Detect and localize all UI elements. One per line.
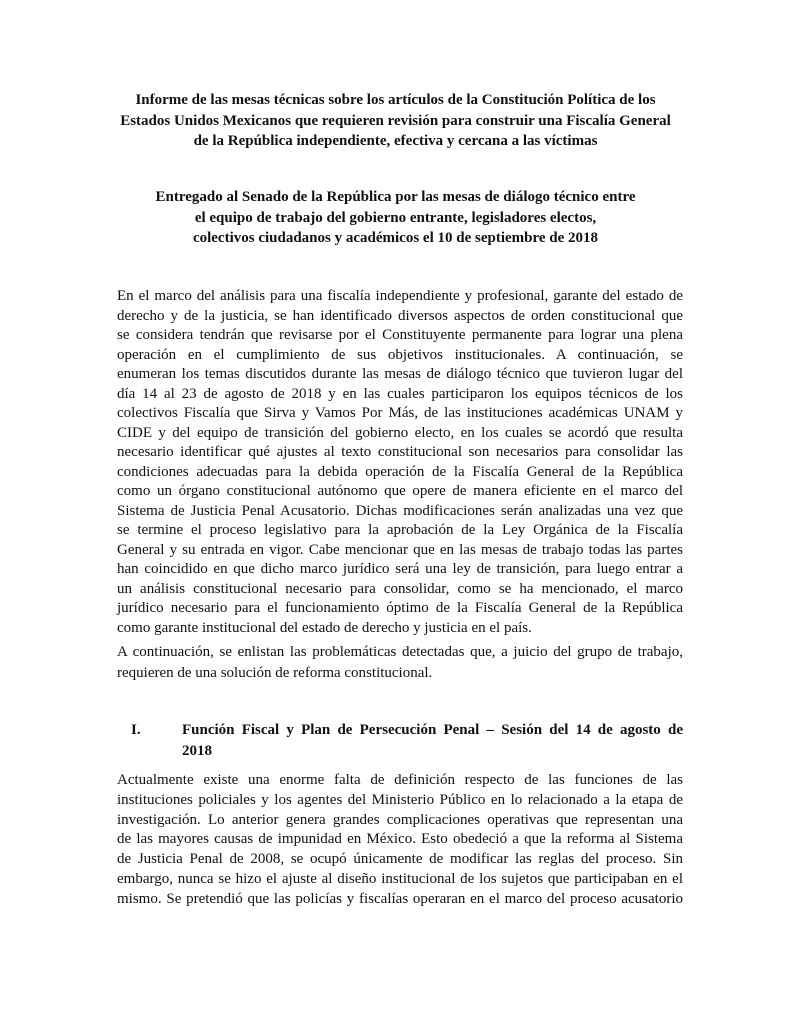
paragraph-line: jurídico necesario para el funcionamiento óptimo de la Fiscalía General de la República	[117, 600, 683, 616]
paragraph-line: operación en el cumplimiento de sus objetivos institucionales. A continuación, se	[117, 346, 683, 363]
paragraph-line: han coincidido en que dicho marco jurídico será una ley de transición, para luego entrar a	[117, 561, 683, 577]
paragraph-line: un análisis constitucional necesario para consolidar, como se ha mencionado, el marco	[117, 580, 683, 597]
paragraph-line: requieren de una solución de reforma constitucional.	[117, 664, 433, 681]
section-heading-line: 2018	[182, 743, 212, 759]
paragraph-line: colectivos Fiscalía que Sirva y Vamos Por Más, de las instituciones académicas UNAM y	[117, 405, 683, 421]
section-heading-line: Función Fiscal y Plan de Persecución Penal – Sesión del 14 de agosto de	[182, 722, 683, 738]
paragraph-line: En el marco del análisis para una fiscalía independiente y profesional, garante del estado de	[117, 288, 683, 304]
section-number: I.	[131, 722, 141, 738]
title-line: de la República independiente, efectiva y cercana a las víctimas	[193, 133, 598, 149]
paragraph-line: embargo, nunca se hizo el ajuste al diseño institucional de los sujetos que participaban en el	[117, 870, 683, 887]
document-title	[0, 90, 791, 152]
subtitle-line: colectivos ciudadanos y académicos el 10 de septiembre de 2018	[192, 230, 599, 246]
paragraph-line: necesario identificar qué ajustes al texto constitucional son necesarios para consolidar las	[117, 444, 683, 460]
paragraph-line: condiciones adecuadas para la debida operación de la Fiscalía General de la República	[117, 463, 683, 480]
paragraph-line: investigación. Lo anterior genera grandes complicaciones operativas que representan una	[117, 811, 683, 828]
title-line: Estados Unidos Mexicanos que requieren revisión para construir una Fiscalía General	[120, 112, 671, 129]
title-line: Informe de las mesas técnicas sobre los artículos de la Constitución Política de los	[135, 92, 656, 108]
paragraph-line: mismo. Se pretendió que las policías y fiscalías operaran en el marco del proceso acusatorio	[117, 890, 683, 907]
paragraph-line: General y su entrada en vigor. Cabe mencionar que en las mesas de trabajo todas las partes	[117, 541, 683, 558]
section-paragraph	[117, 771, 683, 910]
paragraph-line: se termine el proceso legislativo para la aprobación de la Ley Orgánica de la Fiscalía	[117, 522, 683, 538]
intro-paragraph	[117, 287, 683, 638]
subtitle-line: Entregado al Senado de la República por las mesas de diálogo técnico entre	[155, 189, 636, 205]
document-subtitle	[0, 187, 791, 249]
second-paragraph	[117, 642, 683, 683]
paragraph-line: se considera tendrán que revisarse por el Constituyente permanente para lograr una plena	[117, 327, 683, 343]
paragraph-line: Actualmente existe una enorme falta de definición respecto de las funciones de las	[117, 772, 683, 788]
paragraph-line: como un órgano constitucional autónomo que opere de manera eficiente en el marco del	[117, 483, 683, 499]
paragraph-line: Sistema de Justicia Penal Acusatorio. Dichas modificaciones serán analizadas una vez que	[117, 502, 683, 519]
paragraph-line: derecho y de la justicia, se han identificado diversos aspectos de orden constitucional que	[117, 307, 683, 324]
paragraph-line: instituciones policiales y los agentes del Ministerio Público en lo relacionado a la etapa de	[117, 791, 683, 808]
paragraph-line: como garante institucional del estado de derecho y justicia en el país.	[117, 619, 532, 636]
paragraph-line: de las mayores causas de impunidad en México. Esto obedeció a que la reforma al Sistema	[117, 831, 683, 848]
paragraph-line: enumeran los temas discutidos durante las mesas de diálogo técnico que tuvieron lugar del	[117, 366, 683, 382]
paragraph-line: A continuación, se enlistan las problemáticas detectadas que, a juicio del grupo de trabajo,	[117, 644, 683, 660]
section-heading	[182, 720, 683, 762]
paragraph-line: CIDE y del equipo de transición del gobierno electo, en los cuales se acordó que resulta	[117, 424, 683, 441]
paragraph-line: día 14 al 23 de agosto de 2018 y en las cuales participaron los equipos técnicos de los	[117, 385, 683, 402]
paragraph-line: de Justicia Penal de 2008, se ocupó únicamente de modificar las reglas del proceso. Sin	[117, 851, 683, 868]
subtitle-line: el equipo de trabajo del gobierno entrante, legisladores electos,	[194, 209, 597, 226]
